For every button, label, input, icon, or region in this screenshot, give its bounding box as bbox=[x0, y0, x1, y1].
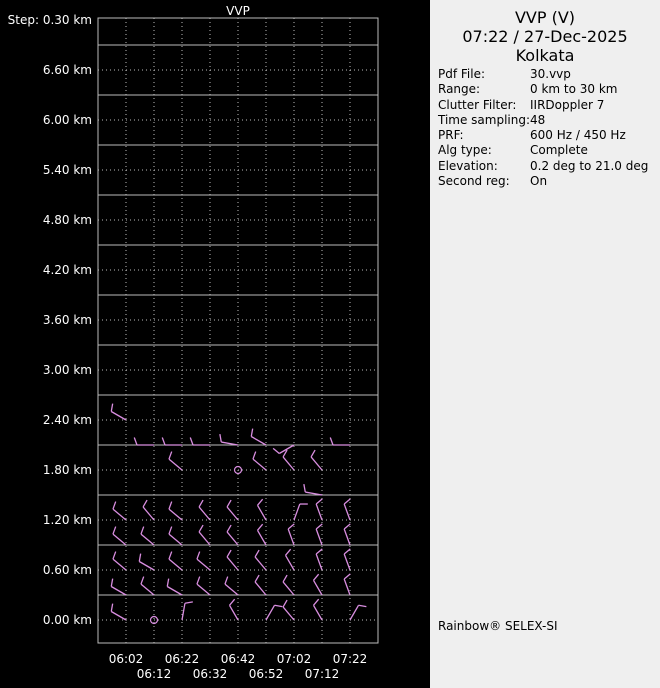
wind-barb bbox=[169, 552, 182, 570]
wind-barb-staff bbox=[227, 507, 238, 520]
x-tick-label: 06:52 bbox=[248, 667, 284, 681]
wind-barb-feather bbox=[113, 552, 116, 560]
wind-barb bbox=[141, 577, 154, 595]
x-tick-label: 07:22 bbox=[332, 652, 368, 666]
wind-barb-feather bbox=[220, 434, 221, 442]
wind-barb bbox=[199, 500, 210, 520]
wind-barb bbox=[220, 434, 238, 445]
wind-barb-feather bbox=[227, 525, 231, 532]
wind-barb bbox=[273, 445, 294, 454]
wind-barb-staff bbox=[167, 587, 182, 596]
wind-barb-feather bbox=[227, 500, 231, 507]
wind-barb-staff bbox=[113, 559, 126, 570]
wind-barb-staff bbox=[251, 437, 266, 446]
wind-barb-staff bbox=[344, 554, 350, 570]
wind-barb-staff bbox=[141, 534, 154, 545]
y-tick-label: 4.80 km bbox=[42, 213, 92, 227]
wind-barb bbox=[251, 429, 266, 445]
wind-barb bbox=[283, 600, 294, 620]
wind-barb bbox=[169, 502, 182, 520]
wind-barb-feather bbox=[230, 599, 235, 605]
wind-barb-feather bbox=[311, 450, 315, 457]
wind-barb bbox=[316, 524, 322, 545]
wind-barb-staff bbox=[111, 412, 126, 421]
wind-barb-staff bbox=[169, 509, 182, 520]
param-label: Pdf File: bbox=[438, 67, 486, 81]
wind-barb-staff bbox=[286, 555, 295, 570]
wind-barb bbox=[113, 527, 126, 545]
wind-barb-staff bbox=[227, 557, 238, 570]
wind-barb bbox=[294, 504, 308, 520]
wind-barb-staff bbox=[111, 612, 126, 621]
wind-barb bbox=[225, 577, 238, 595]
param-value: 600 Hz / 450 Hz bbox=[530, 128, 626, 143]
wind-barb bbox=[255, 575, 266, 595]
wind-barb-staff bbox=[169, 459, 182, 470]
wind-barb-feather bbox=[167, 579, 168, 587]
param-label: Second reg: bbox=[438, 174, 510, 189]
wind-barb bbox=[139, 554, 154, 570]
wind-barb bbox=[190, 437, 210, 445]
wind-barb-feather bbox=[344, 549, 350, 554]
wind-barb-staff bbox=[143, 507, 154, 520]
wind-barb bbox=[314, 574, 323, 595]
wind-barb-feather bbox=[258, 524, 263, 530]
wind-barb-staff bbox=[288, 529, 294, 545]
wind-barb-feather bbox=[316, 499, 322, 504]
x-tick-label: 07:12 bbox=[304, 667, 340, 681]
wind-barb bbox=[344, 499, 350, 520]
wind-barb bbox=[266, 605, 282, 620]
wind-barb-feather bbox=[255, 550, 259, 557]
wind-barb-feather bbox=[314, 599, 319, 605]
wind-barb bbox=[113, 502, 126, 520]
wind-barb-staff bbox=[139, 562, 154, 571]
wind-barb-staff bbox=[344, 579, 350, 595]
wind-barb-staff bbox=[199, 532, 210, 545]
wind-barb-staff bbox=[197, 559, 210, 570]
wind-barb-staff bbox=[283, 457, 294, 470]
param-value: Complete bbox=[530, 143, 588, 158]
wind-barb bbox=[111, 604, 126, 620]
wind-barb-feather bbox=[283, 575, 287, 582]
wind-barb-feather bbox=[344, 574, 350, 579]
wind-barb-feather bbox=[111, 404, 112, 412]
wind-barb-staff bbox=[230, 605, 239, 620]
wind-barb bbox=[344, 549, 350, 570]
wind-barb-staff bbox=[225, 584, 238, 595]
wind-barb bbox=[197, 552, 210, 570]
x-tick-label: 06:12 bbox=[136, 667, 172, 681]
wind-barb-staff bbox=[141, 584, 154, 595]
wind-barb-staff bbox=[169, 534, 182, 545]
wind-barb-staff bbox=[344, 504, 350, 520]
wind-barb-staff bbox=[316, 554, 322, 570]
param-label: Clutter Filter: bbox=[438, 97, 517, 112]
wind-barb bbox=[283, 450, 294, 470]
y-tick-label: 6.60 km bbox=[42, 63, 92, 77]
wind-barb-feather bbox=[344, 524, 350, 529]
wind-barb bbox=[167, 579, 182, 595]
wind-barb-staff bbox=[169, 559, 182, 570]
wind-barb-staff bbox=[314, 605, 323, 620]
vendor-credit: Rainbow® SELEX-SI bbox=[438, 619, 558, 633]
chart-title: VVP bbox=[226, 4, 250, 18]
wind-barb-feather bbox=[169, 502, 172, 510]
wind-barb bbox=[311, 450, 322, 470]
wind-barb bbox=[286, 549, 295, 570]
wind-barb bbox=[182, 602, 193, 620]
param-value: 48 bbox=[530, 112, 546, 127]
wind-barb-feather bbox=[288, 524, 294, 529]
wind-barb-feather bbox=[139, 554, 140, 562]
param-label: Time sampling: bbox=[438, 112, 531, 127]
info-header bbox=[430, 8, 660, 65]
wind-barb-staff bbox=[255, 557, 266, 570]
wind-barb bbox=[227, 550, 238, 570]
param-value: 30.vvp bbox=[530, 67, 571, 81]
y-tick-label: 3.00 km bbox=[42, 363, 92, 377]
product-datetime: 07:22 / 27-Dec-2025 bbox=[462, 27, 628, 46]
wind-barb bbox=[162, 437, 182, 445]
wind-barb-feather bbox=[113, 502, 116, 510]
wind-barb bbox=[113, 552, 126, 570]
wind-barb-staff bbox=[344, 529, 350, 545]
wind-barb bbox=[230, 599, 239, 620]
wind-barb bbox=[316, 549, 322, 570]
wind-barb-feather bbox=[359, 605, 367, 606]
wind-barb-feather bbox=[197, 552, 200, 560]
wind-barb bbox=[344, 574, 350, 595]
wind-barb-staff bbox=[199, 507, 210, 520]
wind-barb-staff bbox=[279, 445, 294, 454]
wind-barb-feather bbox=[316, 549, 322, 554]
param-label: PRF: bbox=[438, 128, 464, 143]
param-label: Range: bbox=[438, 82, 481, 97]
x-tick-label: 06:22 bbox=[164, 652, 200, 666]
wind-barb-feather bbox=[169, 552, 172, 560]
wind-barb-staff bbox=[294, 504, 300, 520]
x-tick-label: 06:42 bbox=[220, 652, 256, 666]
wind-barb-feather bbox=[162, 437, 165, 445]
wind-barb-feather bbox=[304, 484, 305, 492]
wind-barb-staff bbox=[266, 605, 275, 620]
wind-barb-feather bbox=[253, 452, 256, 460]
param-value: 0.2 deg to 21.0 deg bbox=[530, 158, 649, 173]
wind-barb bbox=[304, 484, 322, 495]
wind-barb-feather bbox=[169, 527, 172, 535]
wind-barb-staff bbox=[316, 504, 322, 520]
wind-barb bbox=[199, 525, 210, 545]
wind-barb bbox=[197, 577, 210, 595]
wind-barb bbox=[169, 452, 182, 470]
wind-barb-feather bbox=[225, 577, 228, 585]
y-tick-label: 2.40 km bbox=[42, 413, 92, 427]
wind-barb-staff bbox=[316, 529, 322, 545]
param-value: 0 km to 30 km bbox=[530, 82, 618, 97]
wind-barb-feather bbox=[190, 437, 193, 445]
wind-barb bbox=[253, 452, 266, 470]
x-tick-label: 06:32 bbox=[192, 667, 228, 681]
wind-barb-feather bbox=[316, 524, 322, 529]
x-tick-label: 06:02 bbox=[108, 652, 144, 666]
product-location: Kolkata bbox=[515, 46, 575, 65]
x-tick-label: 07:02 bbox=[276, 652, 312, 666]
wind-barb bbox=[227, 525, 238, 545]
wind-barb-staff bbox=[253, 459, 266, 470]
y-tick-label: 3.60 km bbox=[42, 313, 92, 327]
wind-barb-staff bbox=[111, 587, 126, 596]
wind-barb-staff bbox=[197, 584, 210, 595]
wind-barb bbox=[227, 500, 238, 520]
param-value: On bbox=[530, 174, 548, 189]
wind-barb-feather bbox=[286, 549, 291, 555]
wind-barb-staff bbox=[258, 505, 267, 520]
wind-barb-feather bbox=[275, 605, 283, 606]
wind-barb-feather bbox=[251, 429, 252, 437]
wind-barb-feather bbox=[199, 500, 203, 507]
wind-barb-feather bbox=[111, 604, 112, 612]
info-panel bbox=[430, 0, 660, 688]
wind-barb-feather bbox=[227, 550, 231, 557]
wind-barb-feather bbox=[330, 437, 333, 445]
product-title: VVP (V) bbox=[514, 8, 576, 27]
param-label: Alg type: bbox=[438, 143, 492, 158]
wind-barb-staff bbox=[258, 530, 267, 545]
wind-barb-feather bbox=[143, 500, 147, 507]
wind-barb-feather bbox=[169, 452, 172, 460]
wind-barb-staff bbox=[314, 580, 323, 595]
wind-barb-feather bbox=[111, 579, 112, 587]
wind-barb bbox=[255, 550, 266, 570]
wind-barb-staff bbox=[350, 605, 359, 620]
wind-barb-feather bbox=[113, 527, 116, 535]
wind-barb bbox=[288, 524, 294, 545]
wind-barb-staff bbox=[113, 534, 126, 545]
wind-barb bbox=[111, 579, 126, 595]
wind-barb-feather bbox=[197, 577, 200, 585]
wind-barb bbox=[283, 575, 294, 595]
wind-barb-feather bbox=[273, 448, 279, 453]
wind-barb-staff bbox=[113, 509, 126, 520]
wind-barb bbox=[316, 499, 322, 520]
y-tick-label: 6.00 km bbox=[42, 113, 92, 127]
wind-barb bbox=[350, 605, 366, 620]
wind-barb-feather bbox=[141, 527, 144, 535]
wind-barb-staff bbox=[311, 457, 322, 470]
wind-barb-feather bbox=[283, 600, 287, 607]
y-tick-label: 4.20 km bbox=[42, 263, 92, 277]
y-tick-label: 5.40 km bbox=[42, 163, 92, 177]
y-tick-label: 0.60 km bbox=[42, 563, 92, 577]
wind-barb-feather bbox=[258, 499, 263, 505]
y-step-label: Step: 0.30 km bbox=[7, 13, 92, 27]
wind-barb-staff bbox=[255, 582, 266, 595]
wind-barb-feather bbox=[344, 499, 350, 504]
y-tick-label: 0.00 km bbox=[42, 613, 92, 627]
wind-barb-staff bbox=[283, 607, 294, 620]
wind-barb bbox=[111, 404, 126, 420]
wind-barb bbox=[143, 500, 154, 520]
y-tick-label: 1.80 km bbox=[42, 463, 92, 477]
param-label: Elevation: bbox=[438, 158, 498, 173]
wind-barb bbox=[169, 527, 182, 545]
wind-barb bbox=[314, 599, 323, 620]
y-tick-label: 1.20 km bbox=[42, 513, 92, 527]
wind-barb-feather bbox=[199, 525, 203, 532]
wind-barb-feather bbox=[314, 574, 319, 580]
wind-barb-feather bbox=[141, 577, 144, 585]
param-value: IIRDoppler 7 bbox=[530, 97, 605, 112]
wind-barb bbox=[344, 524, 350, 545]
wind-barb bbox=[330, 437, 350, 445]
wind-barb bbox=[258, 524, 267, 545]
wind-barb-staff bbox=[283, 582, 294, 595]
wind-barb-staff bbox=[227, 532, 238, 545]
wind-barb-feather bbox=[185, 602, 193, 603]
wind-barb-feather bbox=[134, 437, 137, 445]
wind-barb-staff bbox=[182, 603, 185, 620]
wind-barb bbox=[134, 437, 154, 445]
wind-barb bbox=[141, 527, 154, 545]
wind-barb-feather bbox=[255, 575, 259, 582]
wind-barb bbox=[258, 499, 267, 520]
